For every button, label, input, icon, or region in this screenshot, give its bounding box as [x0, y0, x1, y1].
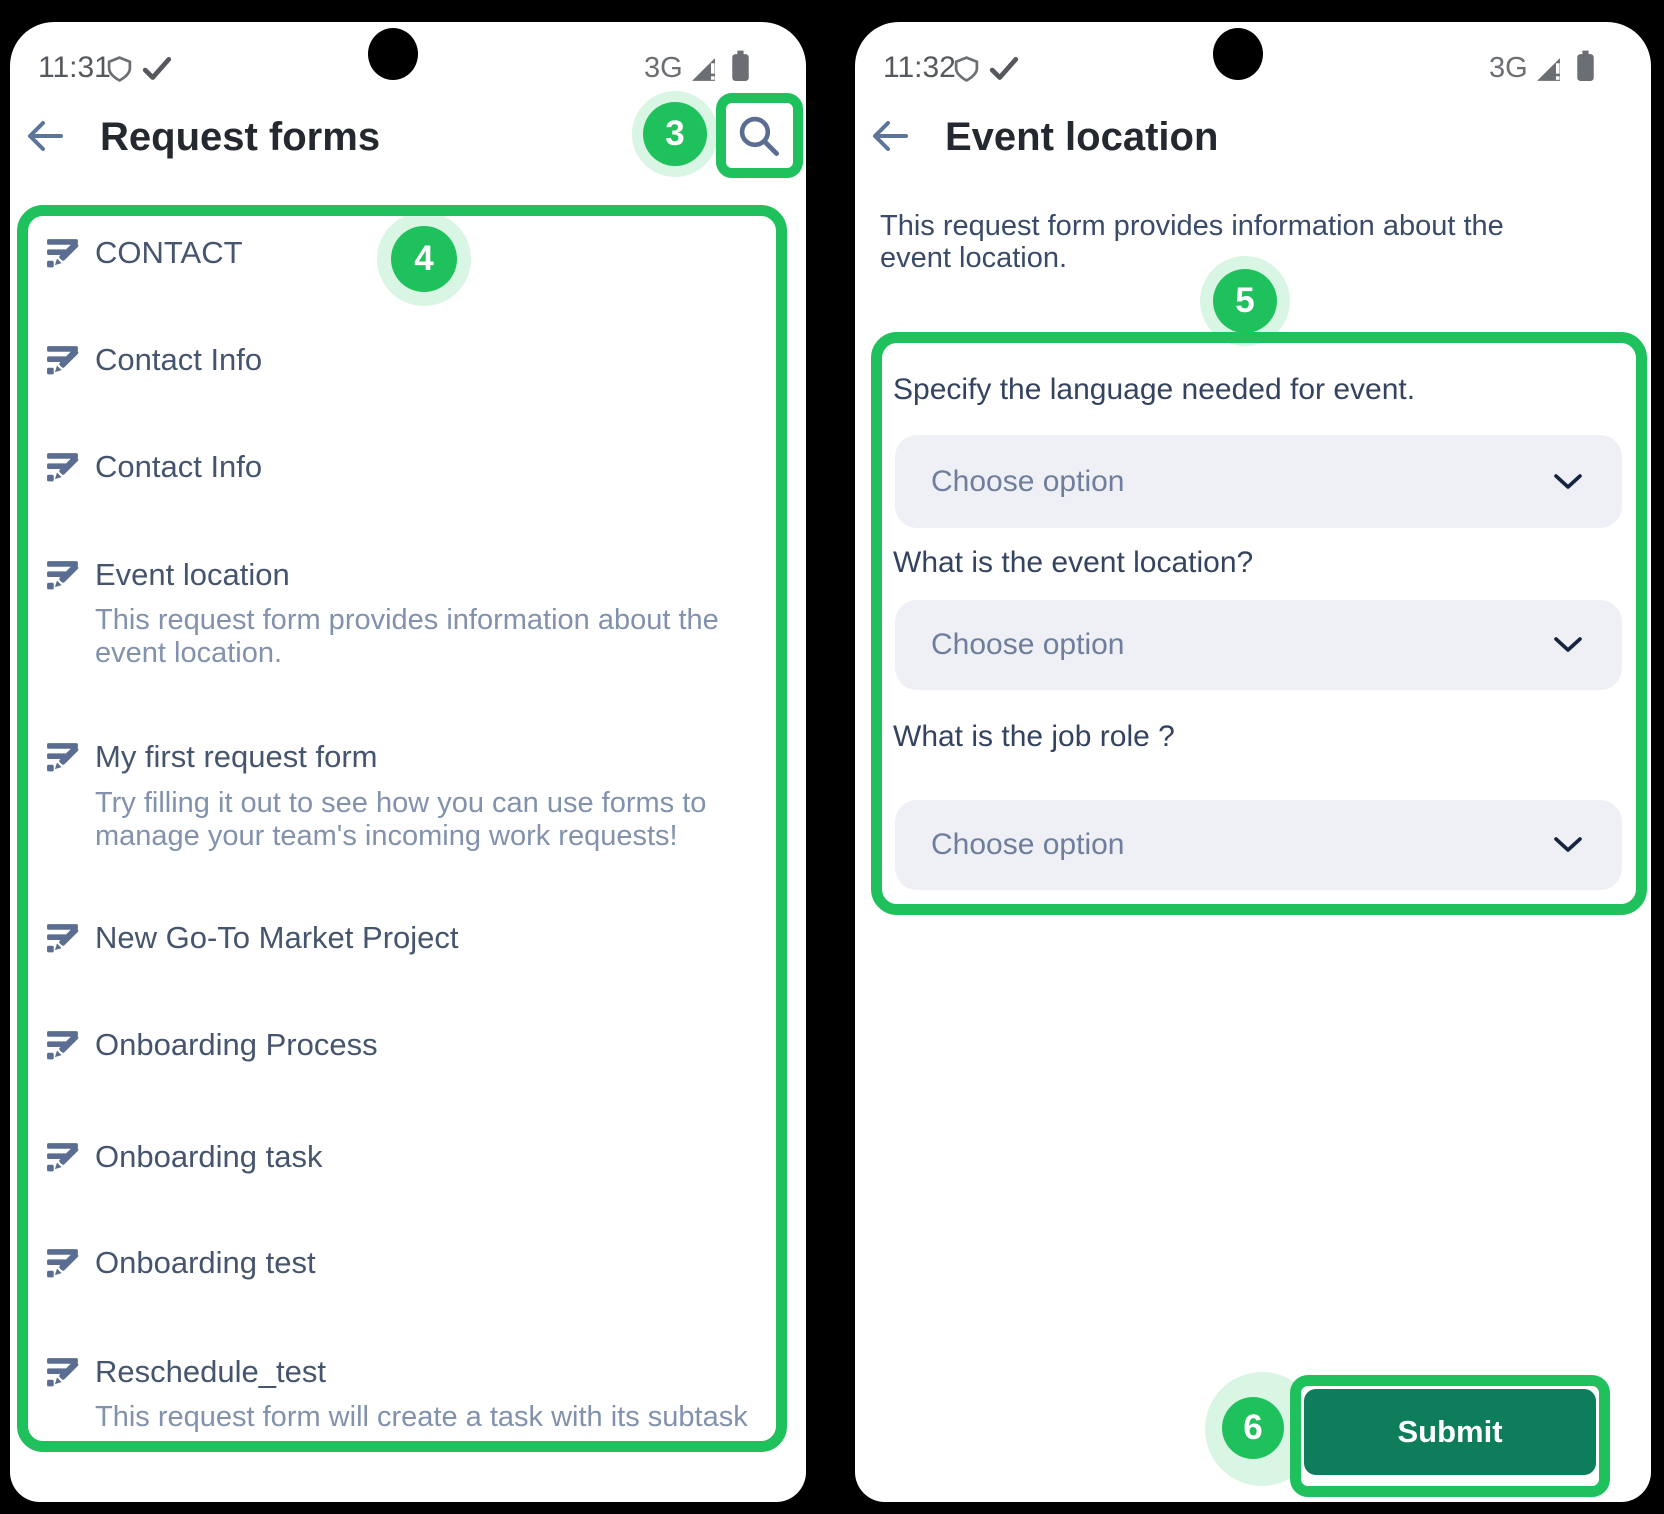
back-arrow-icon[interactable]	[871, 120, 909, 152]
request-form-icon	[45, 236, 82, 271]
submit-button[interactable]: Submit	[1304, 1389, 1596, 1475]
chevron-down-icon	[1554, 637, 1582, 653]
chevron-down-icon	[1554, 837, 1582, 853]
camera-notch	[368, 28, 418, 80]
clock: 11:31	[38, 51, 111, 84]
list-item[interactable]: Contact Info	[95, 342, 263, 377]
network-type-label: 3G	[644, 52, 683, 84]
step-4-badge: 4	[391, 226, 457, 292]
request-form-icon	[45, 921, 82, 956]
page-title: Event location	[945, 115, 1219, 159]
question-label: What is the job role ?	[893, 720, 1175, 753]
battery-icon	[728, 48, 753, 83]
list-item-description: Try filling it out to see how you can use forms to manage your team's incoming work requests!	[95, 787, 707, 852]
list-item[interactable]: CONTACT	[95, 235, 243, 270]
event-location-dropdown[interactable]	[895, 600, 1622, 690]
list-item[interactable]: Onboarding task	[95, 1139, 323, 1174]
battery-icon	[1573, 48, 1598, 83]
phone-screen-request-forms	[10, 22, 806, 1502]
submit-annotation-box	[1290, 1375, 1610, 1497]
form-description: This request form provides information about the event location.	[880, 210, 1504, 274]
search-icon[interactable]	[736, 114, 782, 158]
step-5-badge: 5	[1213, 269, 1277, 333]
request-form-icon	[45, 740, 82, 775]
request-form-icon	[45, 343, 82, 378]
request-form-icon	[45, 450, 82, 485]
list-item[interactable]: Reschedule_test	[95, 1354, 326, 1389]
back-arrow-icon[interactable]	[26, 120, 64, 152]
list-item[interactable]: New Go-To Market Project	[95, 920, 459, 955]
page-title: Request forms	[100, 115, 381, 159]
chevron-down-icon	[1554, 474, 1582, 490]
list-item[interactable]: My first request form	[95, 739, 378, 774]
list-item-description: This request form will create a task with its subtask	[95, 1401, 748, 1433]
request-form-icon	[45, 558, 82, 593]
list-item[interactable]: Event location	[95, 557, 290, 592]
question-label: Specify the language needed for event.	[893, 373, 1416, 406]
signal-strength-icon	[1535, 56, 1562, 83]
vpn-shield-icon	[953, 54, 980, 84]
step-6-badge: 6	[1222, 1397, 1284, 1459]
question-label: What is the event location?	[893, 546, 1254, 579]
checkmark-status-icon	[142, 56, 172, 82]
request-form-icon	[45, 1028, 82, 1063]
dropdown-placeholder: Choose option	[931, 628, 1125, 661]
signal-strength-icon	[690, 56, 717, 83]
request-form-icon	[45, 1355, 82, 1390]
list-item[interactable]: Contact Info	[95, 449, 263, 484]
checkmark-status-icon	[989, 56, 1019, 82]
step-3-badge: 3	[643, 102, 707, 166]
clock: 11:32	[883, 51, 956, 84]
vpn-shield-icon	[106, 54, 133, 84]
request-form-icon	[45, 1140, 82, 1175]
language-dropdown[interactable]	[895, 435, 1622, 528]
list-item-description: This request form provides information about the event location.	[95, 604, 719, 669]
dropdown-placeholder: Choose option	[931, 464, 1125, 498]
list-item[interactable]: Onboarding Process	[95, 1027, 378, 1062]
network-type-label: 3G	[1489, 52, 1528, 84]
camera-notch	[1213, 28, 1263, 80]
job-role-dropdown[interactable]	[895, 800, 1622, 890]
phone-screen-event-location	[855, 22, 1651, 1502]
request-form-icon	[45, 1246, 82, 1281]
dropdown-placeholder: Choose option	[931, 828, 1125, 861]
list-item[interactable]: Onboarding test	[95, 1245, 316, 1280]
